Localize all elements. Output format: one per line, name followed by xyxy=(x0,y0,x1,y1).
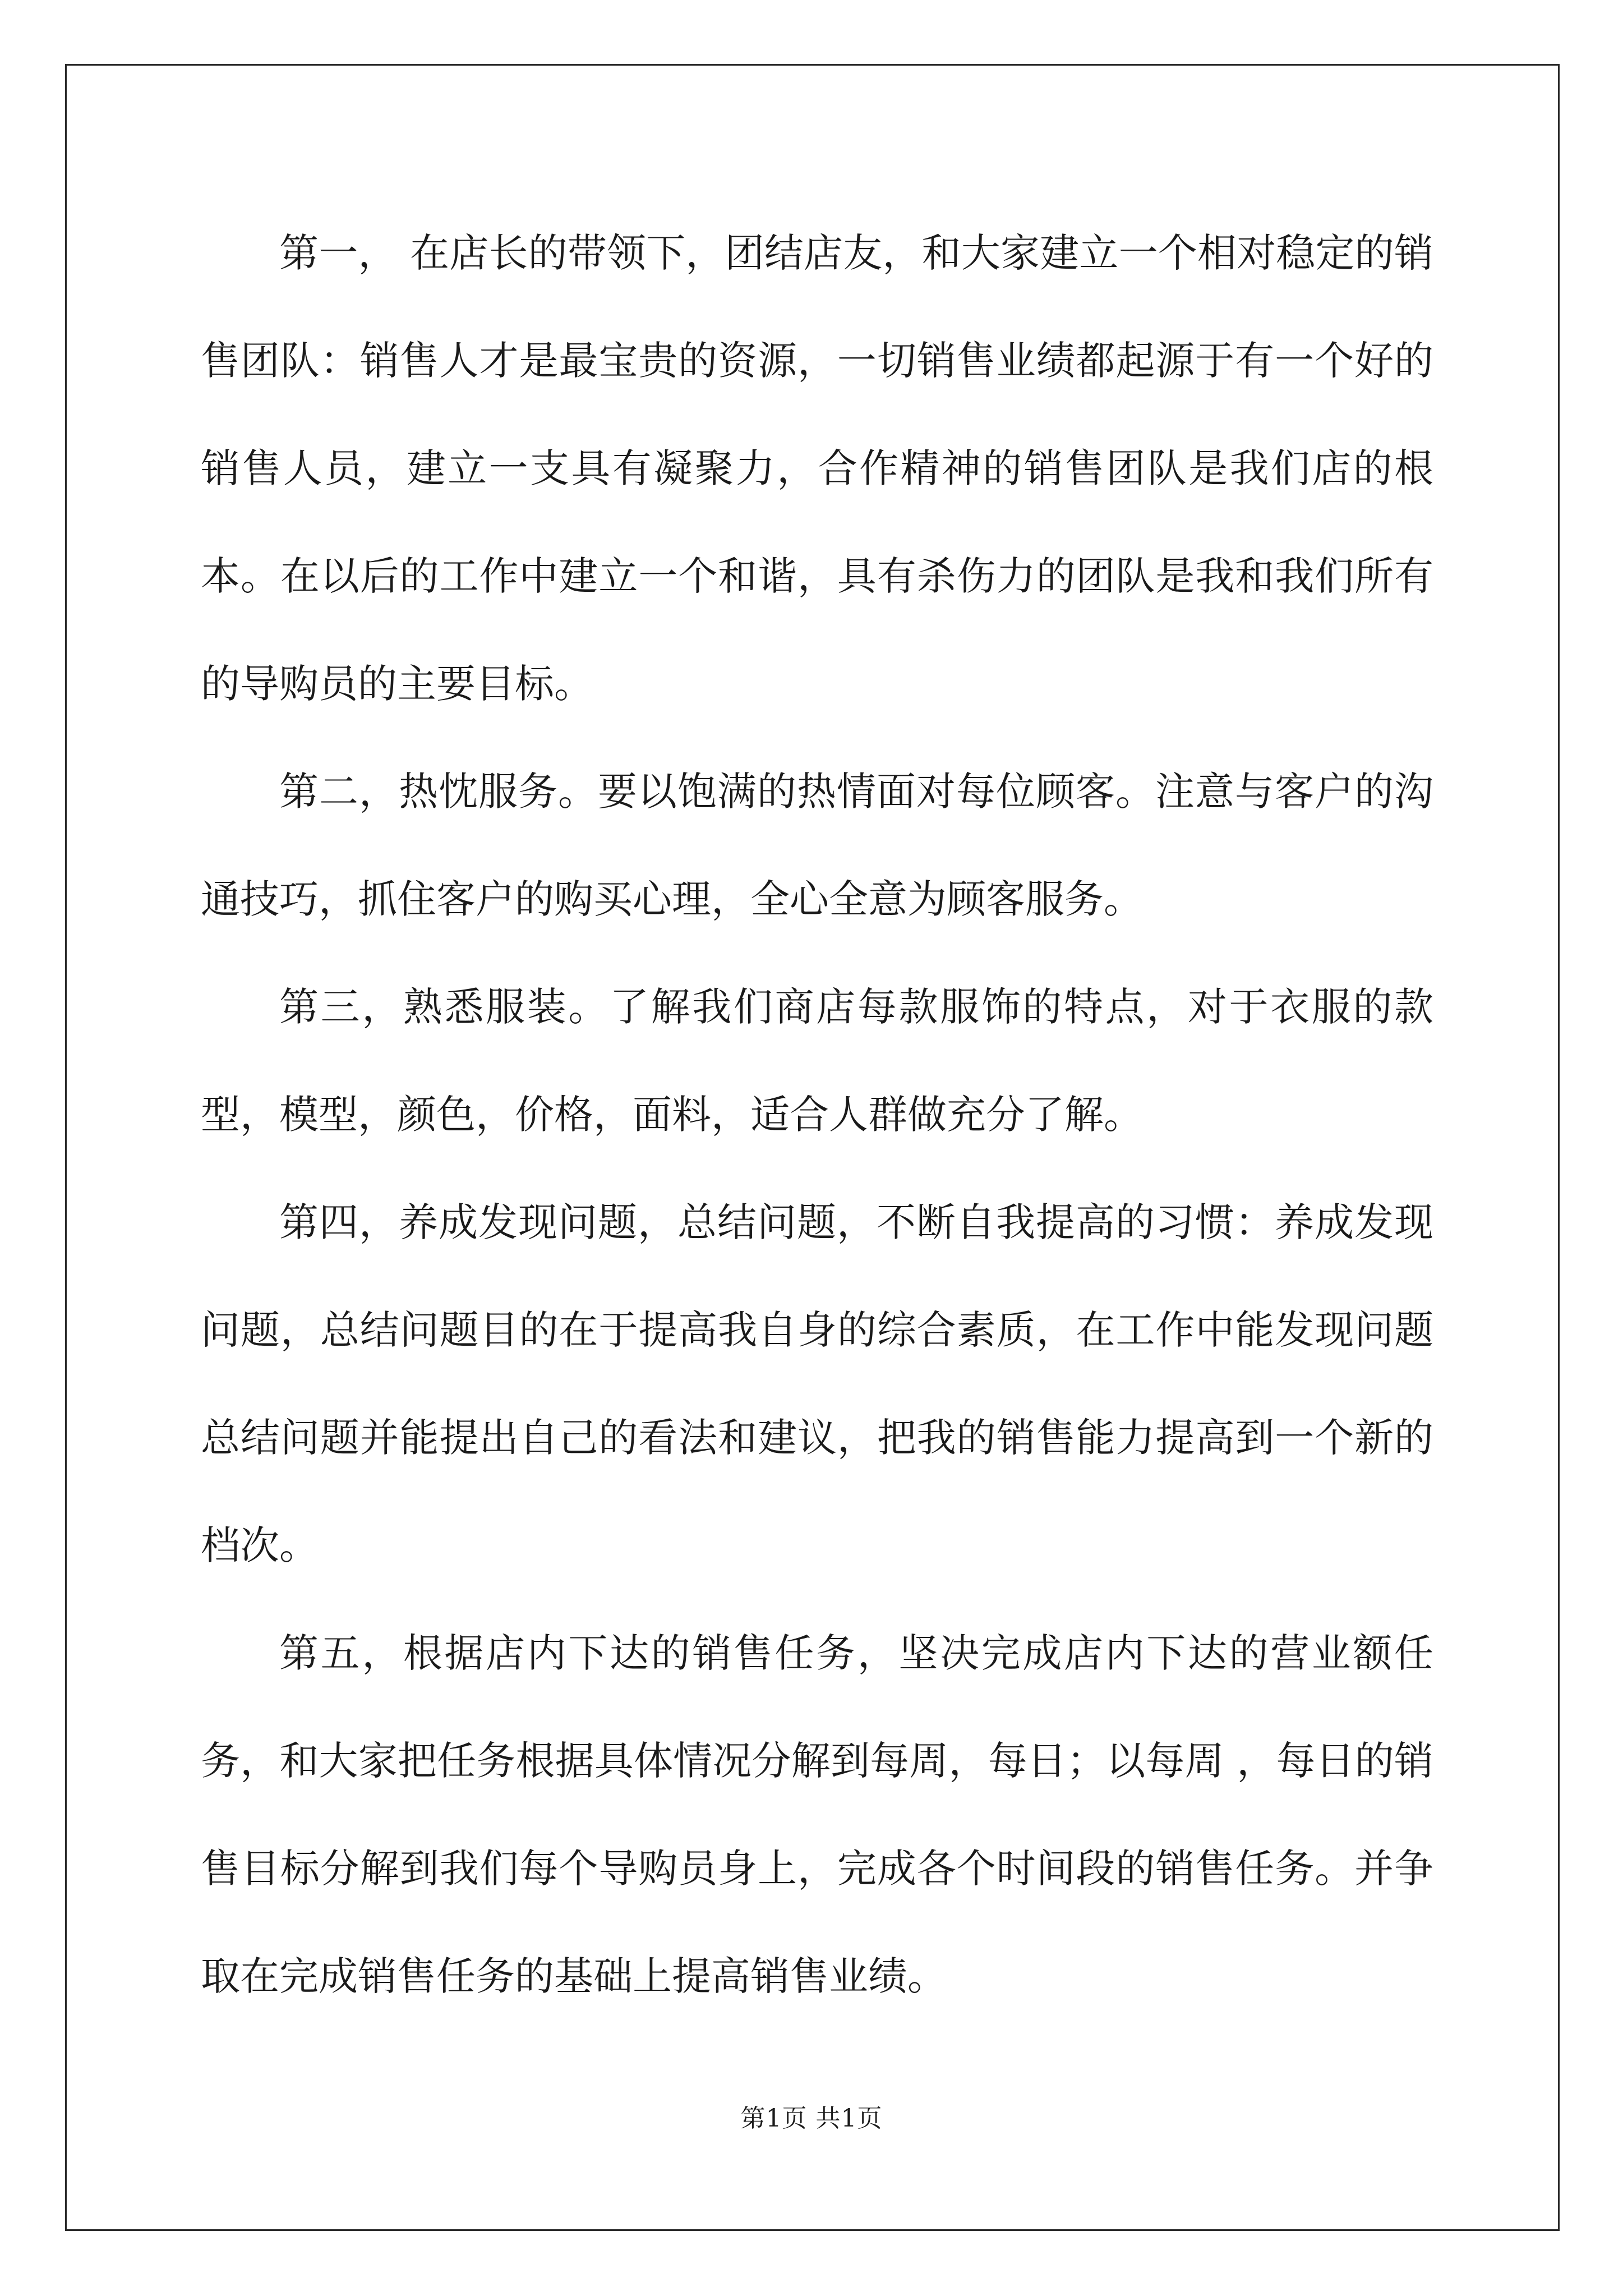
paragraph-4: 第四，养成发现问题，总结问题，不断自我提高的习惯：养成发现问题，总结问题目的在于提高我自身的综合素质，在工作中能发现问题总结问题并能提出自己的看法和建议，把我的销售能力提高到一个新的档次。 xyxy=(201,1199,1433,1568)
paragraph-1: 第一， 在店长的带领下，团结店友，和大家建立一个相对稳定的销售团队：销售人才是最宝贵的资源，一切销售业绩都起源于有一个好的销售人员，建立一支具有凝聚力，合作精神的销售团队是我们店的根本。在以后的工作中建立一个和谐，具有杀伤力的团队是我和我们所有的导购员的主要目标。 xyxy=(201,230,1433,707)
page-number-footer: 第1页 共1页 xyxy=(740,2104,883,2133)
document-body xyxy=(201,199,1433,2030)
paragraph-3: 第三，熟悉服装。了解我们商店每款服饰的特点，对于衣服的款型，模型，颜色，价格，面料，适合人群做充分了解。 xyxy=(201,984,1433,1138)
paragraph-2: 第二，热忱服务。要以饱满的热情面对每位顾客。注意与客户的沟通技巧，抓住客户的购买心理，全心全意为顾客服务。 xyxy=(201,769,1433,922)
paragraph-5: 第五，根据店内下达的销售任务，坚决完成店内下达的营业额任务，和大家把任务根据具体情况分解到每周，每日；以每周 ，每日的销售目标分解到我们每个导购员身上，完成各个时间段的销售任务。并争取在完成销售任务的基础上提高销售业绩。 xyxy=(201,1630,1433,1999)
